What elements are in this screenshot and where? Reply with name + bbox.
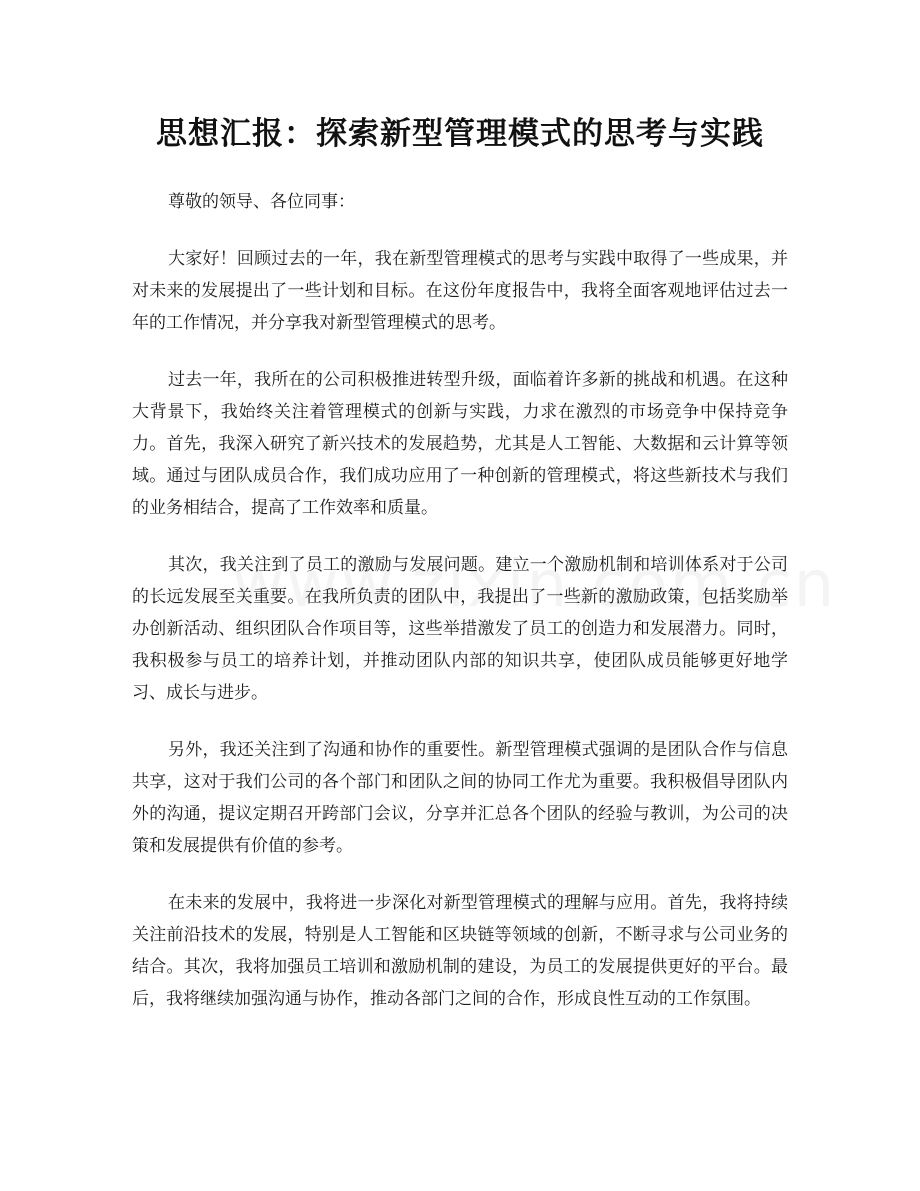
paragraph-2: 过去一年，我所在的公司积极推进转型升级，面临着许多新的挑战和机遇。在这种大背景下，我始终关注着管理模式的创新与实践，力求在激烈的市场竞争中保持竞争力。首先，我深入研究了新兴技术的发展趋势，尤其是人工智能、大数据和云计算等领域。通过与团队成员合作，我们成功应用了一种创新的管理模式，将这些新技术与我们的业务相结合，提高了工作效率和质量。 [132, 370, 788, 518]
document-title: 思想汇报：探索新型管理模式的思考与实践 [156, 116, 764, 152]
salutation: 尊敬的领导、各位同事： [168, 192, 355, 212]
paragraph-5: 在未来的发展中，我将进一步深化对新型管理模式的理解与应用。首先，我将持续关注前沿技术的发展，特别是人工智能和区块链等领域的创新，不断寻求与公司业务的结合。其次，我将加强员工培训和激励机制的建设，为员工的发展提供更好的平台。最后，我将继续加强沟通与协作，推动各部门之间的合作，形成良性互动的工作氛围。 [132, 893, 788, 1009]
paragraph-3: 其次，我关注到了员工的激励与发展问题。建立一个激励机制和培训体系对于公司的长远发展至关重要。在我所负责的团队中，我提出了一些新的激励政策，包括奖励举办创新活动、组织团队合作项目等，这些举措激发了员工的创造力和发展潜力。同时，我积极参与员工的培养计划，并推动团队内部的知识共享，使团队成员能够更好地学习、成长与进步。 [132, 555, 788, 703]
document-body [132, 186, 788, 1040]
paragraph-1: 大家好！回顾过去的一年，我在新型管理模式的思考与实践中取得了一些成果，并对未来的发展提出了一些计划和目标。在这份年度报告中，我将全面客观地评估过去一年的工作情况，并分享我对新型管理模式的思考。 [132, 249, 788, 333]
paragraph-4: 另外，我还关注到了沟通和协作的重要性。新型管理模式强调的是团队合作与信息共享，这对于我们公司的各个部门和团队之间的协同工作尤为重要。我积极倡导团队内外的沟通，提议定期召开跨部门会议，分享并汇总各个团队的经验与教训，为公司的决策和发展提供有价值的参考。 [132, 740, 788, 856]
